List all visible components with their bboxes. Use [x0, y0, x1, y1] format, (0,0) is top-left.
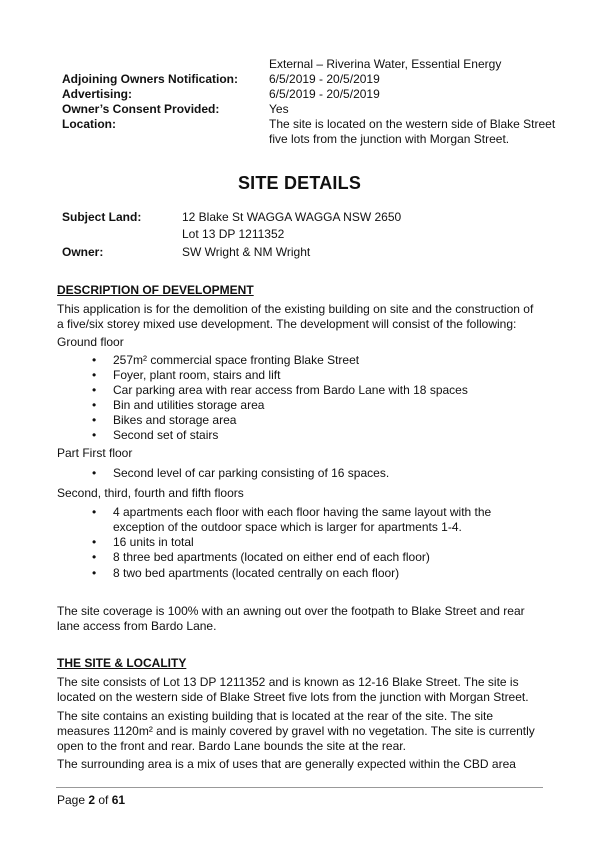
bullet-icon: • [92, 368, 97, 382]
bullet-icon: • [92, 413, 97, 427]
bullet-icon: • [92, 535, 97, 549]
subject-land-label: Subject Land: [62, 210, 142, 224]
location-value-line1: The site is located on the western side of Blake Street [269, 117, 556, 131]
list-item: 8 two bed apartments (located centrally on each floor) [113, 566, 400, 580]
locality-p3-line1: The surrounding area is a mix of uses that are generally expected within the CBD area [57, 757, 516, 771]
list-item: 8 three bed apartments (located on either end of each floor) [113, 550, 430, 564]
list-item-line2: exception of the outdoor space which is larger for apartments 1-4. [113, 520, 462, 534]
list-item: Bin and utilities storage area [113, 398, 265, 412]
external-referral: External – Riverina Water, Essential Energy [269, 57, 502, 71]
bullet-icon: • [92, 466, 97, 480]
locality-p1-line1: The site consists of Lot 13 DP 1211352 and is known as 12-16 Blake Street. The site is [57, 675, 519, 689]
bullet-icon: • [92, 428, 97, 442]
list-item: 257m² commercial space fronting Blake Street [113, 353, 360, 367]
bullet-icon: • [92, 566, 97, 580]
owners-consent-value: Yes [269, 102, 289, 116]
advertising-label: Advertising: [62, 87, 133, 101]
bullet-icon: • [92, 383, 97, 397]
footer-divider [56, 787, 543, 788]
page-current: 2 [88, 793, 96, 807]
bullet-icon: • [92, 550, 97, 564]
list-item: Second level of car parking consisting of 16 spaces. [113, 466, 390, 480]
page-of: of [95, 793, 112, 807]
owner-value: SW Wright & NM Wright [182, 245, 311, 259]
location-label: Location: [62, 117, 116, 131]
owner-label: Owner: [62, 245, 104, 259]
locality-p2-line2: measures 1120m² and is mainly covered by gravel with no vegetation. The site is currently [57, 724, 535, 738]
list-item: Car parking area with rear access from Bardo Lane with 18 spaces [113, 383, 468, 397]
bullet-icon: • [92, 505, 97, 519]
coverage-line1: The site coverage is 100% with an awning out over the footpath to Blake Street and rear [57, 604, 525, 618]
description-intro-line2: a five/six storey mixed use development. The development will consist of the following: [57, 317, 517, 331]
adjoining-owners-label: Adjoining Owners Notification: [62, 72, 238, 86]
locality-heading: THE SITE & LOCALITY [57, 656, 187, 670]
description-heading: DESCRIPTION OF DEVELOPMENT [57, 283, 254, 297]
subject-land-line2: Lot 13 DP 1211352 [182, 227, 285, 241]
coverage-line2: lane access from Bardo Lane. [57, 619, 217, 633]
bullet-icon: • [92, 353, 97, 367]
adjoining-owners-value: 6/5/2019 - 20/5/2019 [269, 72, 380, 86]
upper-floors-label: Second, third, fourth and fifth floors [57, 486, 244, 500]
owners-consent-label: Owner’s Consent Provided: [62, 102, 220, 116]
bullet-icon: • [92, 398, 97, 412]
locality-p2-line1: The site contains an existing building that is located at the rear of the site. The site [57, 709, 494, 723]
description-intro-line1: This application is for the demolition of the existing building on site and the construction of [57, 302, 534, 316]
subject-land-line1: 12 Blake St WAGGA WAGGA NSW 2650 [182, 210, 402, 224]
page-prefix: Page [57, 793, 89, 807]
ground-floor-label: Ground floor [57, 335, 124, 349]
list-item: 16 units in total [113, 535, 194, 549]
location-value-line2: five lots from the junction with Morgan Street. [269, 132, 510, 146]
list-item-line1: 4 apartments each floor with each floor having the same layout with the [113, 505, 492, 519]
list-item: Second set of stairs [113, 428, 219, 442]
list-item: Foyer, plant room, stairs and lift [113, 368, 281, 382]
site-details-title: SITE DETAILS [237, 173, 362, 193]
part-first-floor-label: Part First floor [57, 446, 133, 460]
page-number [57, 793, 125, 807]
page-total: 61 [111, 793, 126, 807]
locality-p2-line3: open to the front and rear. Bardo Lane bounds the site at the rear. [57, 739, 406, 753]
locality-p1-line2: located on the western side of Blake Street five lots from the junction with Morgan Street. [57, 690, 529, 704]
list-item: Bikes and storage area [113, 413, 237, 427]
advertising-value: 6/5/2019 - 20/5/2019 [269, 87, 380, 101]
